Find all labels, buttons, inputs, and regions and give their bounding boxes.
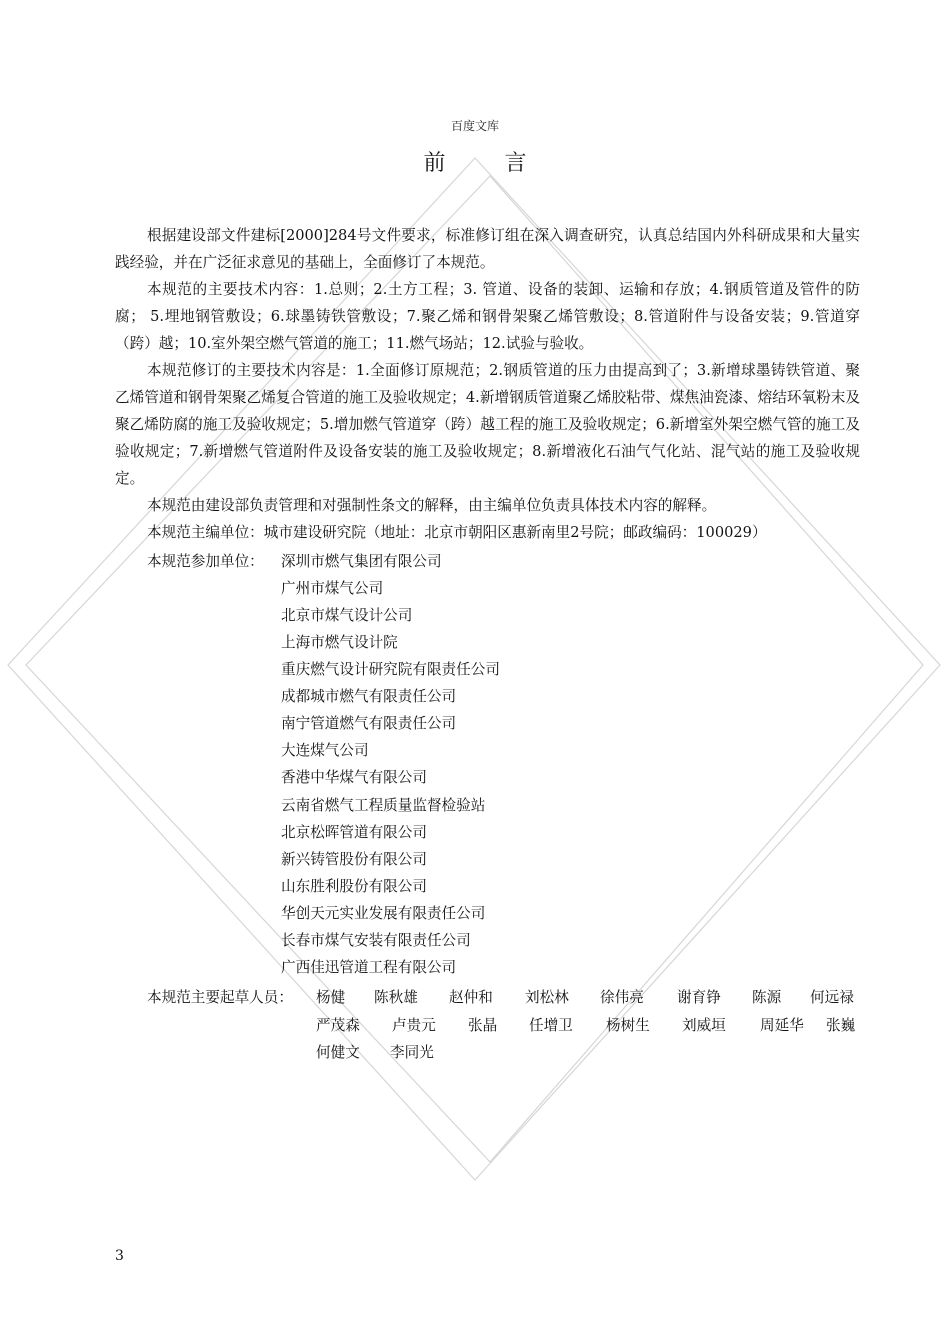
drafter-name: 周延华 <box>760 1017 804 1034</box>
drafter-name: 杨树生 <box>606 1017 650 1034</box>
drafter-name: 何健文 <box>316 1044 360 1061</box>
participant-org: 重庆燃气设计研究院有限责任公司 <box>281 661 500 678</box>
drafter-name: 杨健 <box>316 989 346 1006</box>
drafter-name: 刘松林 <box>525 989 569 1006</box>
participant-org: 北京松晖管道有限公司 <box>281 824 427 841</box>
paragraph-1: 根据建设部文件建标[2000]284号文件要求，标准修订组在深入调查研究，认真总结国内外科研成果和大量实践经验，并在广泛征求意见的基础上，全面修订了本规范。 <box>115 227 860 271</box>
drafter-name: 张巍 <box>826 1017 856 1034</box>
participant-org: 云南省燃气工程质量监督检验站 <box>281 797 486 814</box>
paragraph-4: 本规范由建设部负责管理和对强制性条文的解释，由主编单位负责具体技术内容的解释。 <box>147 497 717 514</box>
participant-org: 大连煤气公司 <box>281 742 369 759</box>
participant-org: 华创天元实业发展有限责任公司 <box>281 905 486 922</box>
participant-org: 广州市煤气公司 <box>281 580 384 597</box>
drafters-label: 本规范主要起草人员： <box>147 989 293 1006</box>
drafter-name: 严茂森 <box>316 1017 360 1034</box>
participant-org: 香港中华煤气有限公司 <box>281 769 427 786</box>
participant-org: 南宁管道燃气有限责任公司 <box>281 715 457 732</box>
drafter-name: 陈源 <box>752 989 782 1006</box>
participant-org: 北京市煤气设计公司 <box>281 607 413 624</box>
drafter-name: 赵仲和 <box>449 989 493 1006</box>
paragraph-3: 本规范修订的主要技术内容是：1.全面修订原规范；2.钢质管道的压力由提高到了；3.新增球墨铸铁管道、聚乙烯管道和钢骨架聚乙烯复合管道的施工及验收规定；4.新增钢质管道聚乙烯胶粘带、煤焦油瓷漆、熔结环氧粉末及聚乙烯防腐的施工及验收规定；5.增加燃气管道穿（跨）越工程的施工及验收规定；6.新增室外架空燃气管的施工及验收规定；7.新增燃气管道附件及设备安装的施工及验收规定；8.新增液化石油气气化站、混气站的施工及验收规定。 <box>115 362 860 487</box>
page-title: 前 言 <box>423 151 553 176</box>
drafter-name: 谢育铮 <box>677 989 721 1006</box>
participant-org: 深圳市燃气集团有限公司 <box>281 553 442 570</box>
page-header: 百度文库 <box>450 119 499 133</box>
drafter-name: 陈秋雄 <box>374 989 418 1006</box>
drafter-name: 徐伟亮 <box>600 989 644 1006</box>
participant-org: 上海市燃气设计院 <box>281 634 398 651</box>
participant-org: 山东胜利股份有限公司 <box>281 878 427 895</box>
drafter-name: 张晶 <box>468 1017 498 1034</box>
participant-org: 长春市煤气安装有限责任公司 <box>281 932 471 949</box>
participant-org: 新兴铸管股份有限公司 <box>281 851 427 868</box>
drafter-name: 刘威垣 <box>682 1017 726 1034</box>
drafter-name: 李同光 <box>390 1044 434 1061</box>
drafter-name: 卢贵元 <box>392 1017 436 1034</box>
page-number: 3 <box>115 1248 124 1264</box>
drafter-name: 任增卫 <box>529 1017 573 1034</box>
drafter-name: 何远禄 <box>810 989 854 1006</box>
participant-org: 成都城市燃气有限责任公司 <box>281 688 457 705</box>
participant-org: 广西佳迅管道工程有限公司 <box>281 959 457 976</box>
paragraph-5: 本规范主编单位：城市建设研究院（地址：北京市朝阳区惠新南里2号院；邮政编码：100029） <box>147 524 767 541</box>
participants-label: 本规范参加单位： <box>147 553 264 570</box>
paragraph-2: 本规范的主要技术内容：1.总则；2.土方工程；3. 管道、设备的装卸、运输和存放；4.钢质管道及管件的防腐； 5.埋地钢管敷设；6.球墨铸铁管敷设；7.聚乙烯和钢骨架聚乙烯管敷设；8.管道附件与设备安装；9.管道穿（跨）越；10.室外架空燃气管道的施工；11.燃气场站；12.试验与验收。 <box>115 281 860 352</box>
